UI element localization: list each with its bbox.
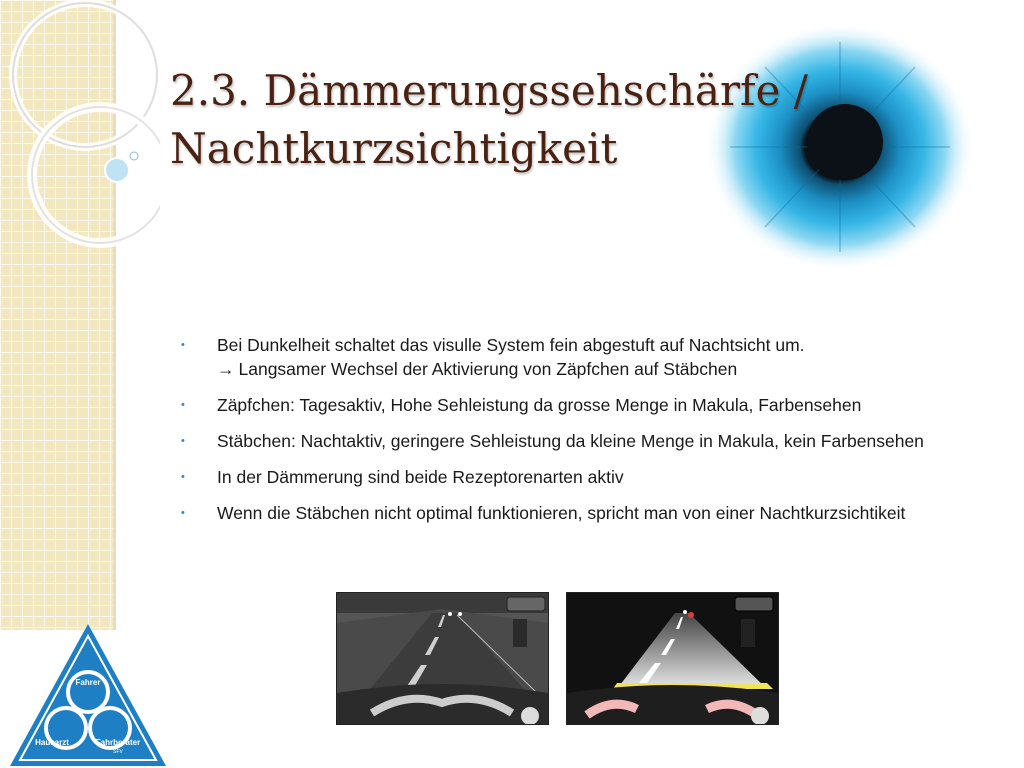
- page-title: [170, 62, 930, 178]
- decor-circles-icon: [0, 0, 160, 260]
- bullet-icon: •: [181, 435, 185, 447]
- bullet-icon: •: [181, 399, 185, 411]
- list-item: [175, 393, 985, 417]
- bullet-icon: •: [181, 339, 185, 351]
- logo-right-label: Fahrberater: [95, 738, 141, 747]
- list-item: [175, 429, 985, 453]
- list-item: [175, 501, 985, 525]
- logo-left-label: Hausarzt: [35, 738, 69, 747]
- bullet-subline: [217, 357, 985, 381]
- bullet-icon: •: [181, 507, 185, 519]
- title-line-1: 2.3. Dämmerungssehschärfe /: [170, 66, 808, 115]
- list-item: [175, 465, 985, 489]
- title-line-2: Nachtkurzsichtigkeit: [170, 124, 618, 173]
- night-road-normal-image: [336, 592, 549, 725]
- bullet-icon: •: [181, 471, 185, 483]
- bullet-text: Zäpfchen: Tagesaktiv, Hohe Sehleistung da grosse Menge in Makula, Farbensehen: [217, 395, 862, 415]
- list-item: [175, 333, 985, 381]
- bullet-text: Wenn die Stäbchen nicht optimal funktionieren, spricht man von einer Nachtkurzsichtikeit: [217, 503, 906, 523]
- arrow-right-icon: →: [217, 359, 235, 379]
- bullet-list: [175, 333, 985, 537]
- logo-right-sub: SFV: [113, 749, 123, 755]
- bullet-text: Stäbchen: Nachtaktiv, geringere Sehleistung da kleine Menge in Makula, kein Farbensehen: [217, 431, 924, 451]
- bullet-text: In der Dämmerung sind beide Rezeptorenarten aktiv: [217, 467, 624, 487]
- traffic-triangle-logo-icon: [8, 622, 168, 768]
- night-road-myopia-image: [566, 592, 779, 725]
- bullet-text: Bei Dunkelheit schaltet das visulle System fein abgestuft auf Nachtsicht um.: [217, 335, 805, 355]
- logo-top-label: Fahrer: [75, 678, 101, 687]
- bullet-subtext: Langsamer Wechsel der Aktivierung von Zäpfchen auf Stäbchen: [238, 359, 738, 379]
